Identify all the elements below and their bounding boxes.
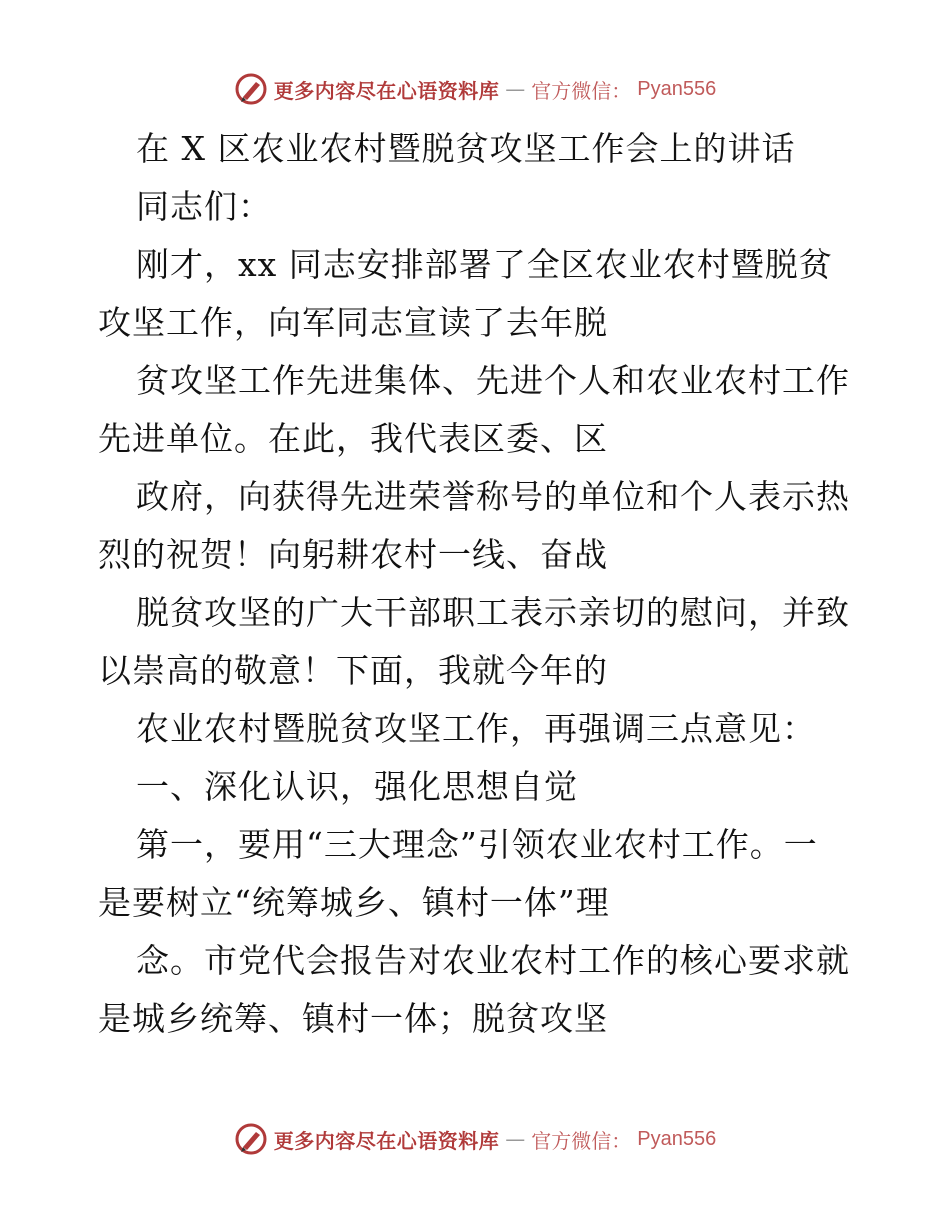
text-line: 先进单位。在此，我代表区委、区 <box>98 419 608 458</box>
footer-wechat-id: Pyan556 <box>637 1127 717 1150</box>
speech-body <box>98 120 858 1048</box>
text-line: 烈的祝贺！向躬耕农村一线、奋战 <box>98 535 608 574</box>
footer-brand: 更多内容尽在心语资料库 <box>273 1128 500 1153</box>
text-line: 农业农村暨脱贫攻坚工作，再强调三点意见： <box>136 709 816 748</box>
text-line: 脱贫攻坚的广大干部职工表示亲切的慰问，并致 <box>136 593 850 632</box>
text-line: 攻坚工作，向军同志宣读了去年脱 <box>98 303 608 342</box>
text-line: 是城乡统筹、镇村一体；脱贫攻坚 <box>98 999 608 1038</box>
text-line: 第一，要用“三大理念”引领农业农村工作。一 <box>136 825 818 864</box>
header-wechat-id: Pyan556 <box>637 77 717 100</box>
text-line: 是要树立“统筹城乡、镇村一体”理 <box>98 883 610 922</box>
footer-separator: — <box>505 1127 526 1151</box>
header-sub: 官方微信： <box>531 78 632 103</box>
text-line: 同志们： <box>136 187 272 226</box>
text-line: 一、深化认识，强化思想自觉 <box>136 767 578 806</box>
text-line: 念。市党代会报告对农业农村工作的核心要求就 <box>136 941 850 980</box>
header-separator: — <box>505 77 526 101</box>
footer-sub: 官方微信： <box>531 1128 632 1153</box>
footer-banner <box>0 1122 950 1156</box>
header-banner <box>0 72 950 106</box>
header-brand: 更多内容尽在心语资料库 <box>273 78 500 103</box>
pen-circle-icon <box>234 72 268 106</box>
text-line: 贫攻坚工作先进集体、先进个人和农业农村工作 <box>136 361 850 400</box>
text-line: 在 X 区农业农村暨脱贫攻坚工作会上的讲话 <box>136 129 796 168</box>
text-line: 政府，向获得先进荣誉称号的单位和个人表示热 <box>136 477 850 516</box>
text-line: 刚才，xx 同志安排部署了全区农业农村暨脱贫 <box>136 245 833 284</box>
text-line: 以崇高的敬意！下面，我就今年的 <box>98 651 608 690</box>
pen-circle-icon <box>234 1122 268 1156</box>
